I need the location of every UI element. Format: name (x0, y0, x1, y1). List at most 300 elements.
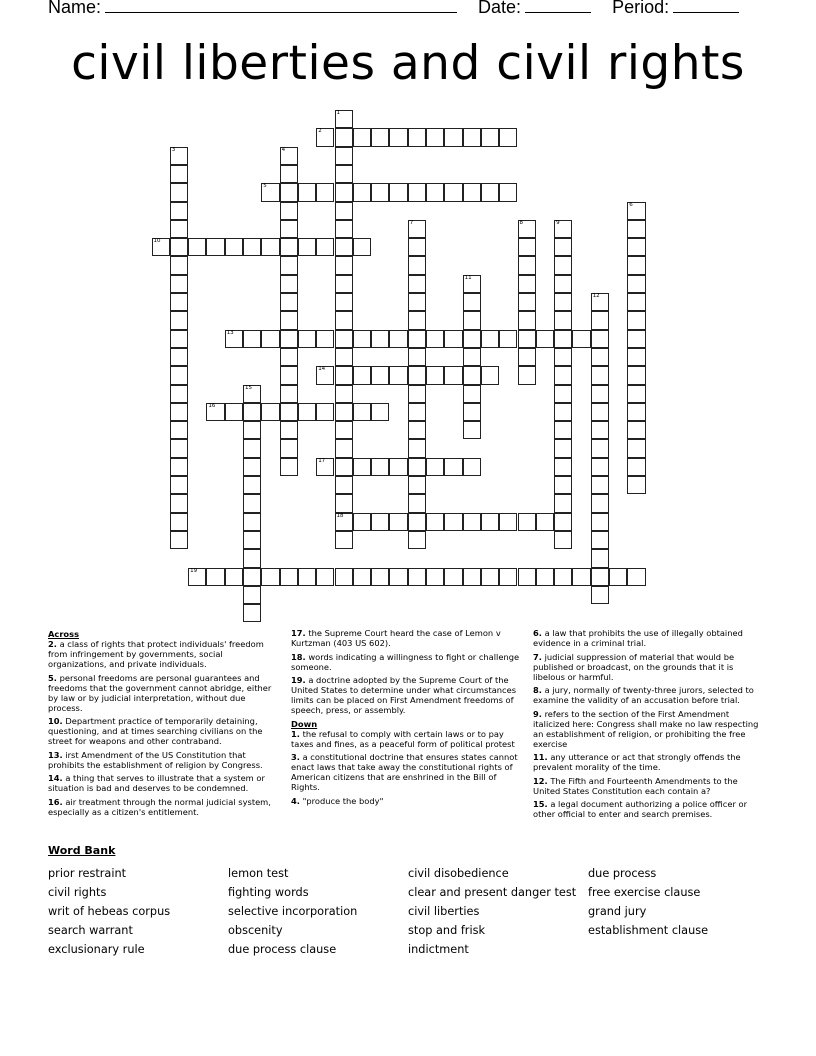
grid-cell[interactable] (463, 385, 481, 403)
grid-cell[interactable] (627, 256, 645, 274)
grid-cell[interactable] (280, 403, 298, 421)
grid-cell[interactable] (243, 476, 261, 494)
grid-cell[interactable] (518, 348, 536, 366)
grid-cell[interactable] (408, 403, 426, 421)
grid-cell[interactable] (335, 256, 353, 274)
grid-cell[interactable] (554, 256, 572, 274)
grid-cell[interactable] (463, 421, 481, 439)
grid-cell[interactable] (499, 568, 517, 586)
grid-cell[interactable] (335, 494, 353, 512)
grid-cell[interactable] (408, 494, 426, 512)
grid-cell[interactable] (554, 348, 572, 366)
grid-cell[interactable] (554, 311, 572, 329)
grid-cell[interactable] (554, 439, 572, 457)
grid-cell[interactable] (261, 183, 279, 201)
grid-cell[interactable] (243, 385, 261, 403)
grid-cell[interactable] (627, 330, 645, 348)
grid-cell[interactable] (280, 458, 298, 476)
grid-number: 19 (190, 567, 198, 574)
grid-cell[interactable] (627, 275, 645, 293)
grid-cell[interactable] (408, 476, 426, 494)
grid-cell[interactable] (280, 165, 298, 183)
grid-cell[interactable] (499, 128, 517, 146)
grid-cell[interactable] (554, 366, 572, 384)
grid-cell[interactable] (481, 366, 499, 384)
grid-cell[interactable] (536, 330, 554, 348)
grid-cell[interactable] (408, 311, 426, 329)
grid-cell[interactable] (280, 348, 298, 366)
grid-cell[interactable] (243, 531, 261, 549)
grid-cell[interactable] (591, 439, 609, 457)
grid-cell[interactable] (225, 238, 243, 256)
grid-cell[interactable] (170, 202, 188, 220)
grid-cell[interactable] (335, 385, 353, 403)
word-bank-word: lemon test (228, 867, 289, 880)
grid-cell[interactable] (353, 403, 371, 421)
grid-cell[interactable] (280, 385, 298, 403)
grid-number: 12 (592, 293, 600, 299)
grid-cell[interactable] (481, 128, 499, 146)
grid-cell[interactable] (408, 421, 426, 439)
grid-cell[interactable] (536, 568, 554, 586)
grid-cell[interactable] (481, 513, 499, 531)
grid-cell[interactable] (554, 238, 572, 256)
grid-cell[interactable] (170, 531, 188, 549)
grid-cell[interactable] (335, 348, 353, 366)
word-bank-word: stop and frisk (408, 924, 486, 937)
clue-item (533, 628, 765, 648)
grid-cell[interactable] (591, 458, 609, 476)
grid-cell[interactable] (170, 183, 188, 201)
grid-number: 5 (263, 183, 267, 190)
grid-cell[interactable] (554, 568, 572, 586)
grid-cell[interactable] (572, 568, 590, 586)
grid-cell[interactable] (152, 238, 170, 256)
grid-cell[interactable] (463, 568, 481, 586)
grid-cell[interactable] (444, 513, 462, 531)
grid-cell[interactable] (536, 513, 554, 531)
grid-cell[interactable] (518, 293, 536, 311)
grid-cell[interactable] (353, 513, 371, 531)
grid-cell[interactable] (591, 531, 609, 549)
grid-cell[interactable] (627, 293, 645, 311)
grid-cell[interactable] (426, 513, 444, 531)
grid-cell[interactable] (335, 202, 353, 220)
grid-cell[interactable] (426, 330, 444, 348)
grid-cell[interactable] (261, 330, 279, 348)
word-bank-word: prior restraint (48, 867, 127, 880)
grid-cell[interactable] (591, 586, 609, 604)
grid-cell[interactable] (389, 568, 407, 586)
grid-cell[interactable] (627, 202, 645, 220)
grid-cell[interactable] (335, 183, 353, 201)
clue-number: 17. (291, 628, 306, 638)
grid-cell[interactable] (627, 476, 645, 494)
grid-cell[interactable] (518, 366, 536, 384)
grid-cell[interactable] (170, 238, 188, 256)
word-bank-word: civil liberties (408, 905, 480, 918)
grid-cell[interactable] (316, 568, 334, 586)
grid-number: 3 (171, 146, 176, 153)
grid-cell[interactable] (170, 275, 188, 293)
clue-item (533, 752, 765, 772)
grid-cell[interactable] (463, 330, 481, 348)
grid-cell[interactable] (170, 439, 188, 457)
grid-cell[interactable] (280, 220, 298, 238)
grid-cell[interactable] (426, 366, 444, 384)
grid-cell[interactable] (298, 183, 316, 201)
clue-column-2 (291, 628, 523, 809)
grid-cell[interactable] (170, 147, 188, 165)
grid-cell[interactable] (243, 494, 261, 512)
grid-cell[interactable] (408, 275, 426, 293)
grid-cell[interactable] (225, 403, 243, 421)
grid-cell[interactable] (280, 147, 298, 165)
grid-cell[interactable] (554, 421, 572, 439)
grid-cell[interactable] (426, 128, 444, 146)
grid-cell[interactable] (170, 403, 188, 421)
word-bank-title: Word Bank (48, 844, 116, 857)
grid-cell[interactable] (463, 403, 481, 421)
grid-cell[interactable] (316, 330, 334, 348)
grid-cell[interactable] (444, 128, 462, 146)
grid-cell[interactable] (335, 110, 353, 128)
grid-cell[interactable] (335, 293, 353, 311)
grid-cell[interactable] (389, 458, 407, 476)
grid-cell[interactable] (627, 238, 645, 256)
grid-cell[interactable] (408, 458, 426, 476)
grid-cell[interactable] (371, 128, 389, 146)
clue-number: 15. (533, 799, 548, 809)
grid-cell[interactable] (316, 366, 334, 384)
grid-cell[interactable] (591, 568, 609, 586)
grid-cell[interactable] (335, 476, 353, 494)
grid-cell[interactable] (280, 330, 298, 348)
grid-cell[interactable] (554, 403, 572, 421)
grid-cell[interactable] (408, 439, 426, 457)
grid-cell[interactable] (389, 330, 407, 348)
grid-cell[interactable] (170, 458, 188, 476)
grid-cell[interactable] (408, 256, 426, 274)
grid-cell[interactable] (170, 293, 188, 311)
grid-cell[interactable] (463, 183, 481, 201)
grid-cell[interactable] (335, 421, 353, 439)
grid-cell[interactable] (280, 568, 298, 586)
grid-cell[interactable] (408, 531, 426, 549)
grid-cell[interactable] (335, 531, 353, 549)
clue-text: judicial suppression of material that would be published or broadcast, on the grounds that it is libelous or harmful. (533, 651, 735, 682)
word-bank-word: due process clause (228, 943, 337, 956)
word-bank-column (588, 864, 768, 940)
grid-cell[interactable] (170, 348, 188, 366)
grid-cell[interactable] (591, 385, 609, 403)
clue-text: a jury, normally of twenty-three jurors, selected to examine the validity of an accusation before trial. (533, 685, 754, 705)
grid-cell[interactable] (463, 458, 481, 476)
grid-cell[interactable] (206, 568, 224, 586)
grid-cell[interactable] (408, 385, 426, 403)
grid-cell[interactable] (170, 494, 188, 512)
grid-cell[interactable] (261, 238, 279, 256)
grid-cell[interactable] (170, 366, 188, 384)
grid-cell[interactable] (225, 330, 243, 348)
word-bank-word: search warrant (48, 924, 133, 937)
grid-cell[interactable] (170, 385, 188, 403)
grid-cell[interactable] (554, 385, 572, 403)
grid-cell[interactable] (188, 568, 206, 586)
grid-cell[interactable] (280, 421, 298, 439)
grid-cell[interactable] (591, 476, 609, 494)
grid-cell[interactable] (298, 330, 316, 348)
clue-number: 6. (533, 628, 542, 638)
grid-cell[interactable] (499, 513, 517, 531)
grid-cell[interactable] (463, 348, 481, 366)
grid-cell[interactable] (335, 165, 353, 183)
clue-number: 18. (291, 651, 306, 662)
grid-cell[interactable] (243, 604, 261, 622)
grid-cell[interactable] (243, 238, 261, 256)
grid-cell[interactable] (627, 439, 645, 457)
grid-cell[interactable] (554, 531, 572, 549)
grid-cell[interactable] (243, 439, 261, 457)
grid-cell[interactable] (591, 549, 609, 567)
grid-cell[interactable] (389, 128, 407, 146)
grid-cell[interactable] (554, 458, 572, 476)
word-bank-word: fighting words (228, 886, 309, 899)
grid-cell[interactable] (499, 183, 517, 201)
grid-cell[interactable] (591, 403, 609, 421)
grid-cell[interactable] (206, 403, 224, 421)
grid-cell[interactable] (627, 403, 645, 421)
clue-text: a law that prohibits the use of illegally obtained evidence in a criminal trial. (533, 628, 743, 648)
grid-cell[interactable] (335, 439, 353, 457)
grid-cell[interactable] (518, 513, 536, 531)
grid-cell[interactable] (335, 220, 353, 238)
word-bank-word: establishment clause (588, 924, 709, 937)
grid-cell[interactable] (591, 366, 609, 384)
grid-cell[interactable] (518, 238, 536, 256)
grid-cell[interactable] (170, 476, 188, 494)
grid-cell[interactable] (170, 311, 188, 329)
grid-cell[interactable] (627, 568, 645, 586)
grid-cell[interactable] (554, 220, 572, 238)
grid-cell[interactable] (426, 458, 444, 476)
grid-cell[interactable] (335, 513, 353, 531)
grid-cell[interactable] (408, 238, 426, 256)
grid-cell[interactable] (335, 147, 353, 165)
grid-cell[interactable] (518, 256, 536, 274)
grid-cell[interactable] (335, 458, 353, 476)
grid-cell[interactable] (335, 403, 353, 421)
grid-cell[interactable] (444, 458, 462, 476)
grid-cell[interactable] (463, 275, 481, 293)
grid-cell[interactable] (371, 568, 389, 586)
grid-cell[interactable] (280, 366, 298, 384)
grid-cell[interactable] (335, 568, 353, 586)
clue-text: The Fifth and Fourteenth Amendments to the United States Constitution each contain a? (533, 775, 738, 796)
grid-cell[interactable] (389, 513, 407, 531)
grid-number: 14 (318, 366, 326, 373)
clue-item (291, 628, 523, 648)
grid-cell[interactable] (353, 238, 371, 256)
grid-cell[interactable] (316, 128, 334, 146)
grid-cell[interactable] (408, 513, 426, 531)
grid-cell[interactable] (335, 128, 353, 146)
grid-cell[interactable] (371, 366, 389, 384)
grid-cell[interactable] (554, 293, 572, 311)
grid-cell[interactable] (261, 403, 279, 421)
grid-cell[interactable] (280, 439, 298, 457)
grid-cell[interactable] (353, 183, 371, 201)
grid-cell[interactable] (316, 403, 334, 421)
grid-cell[interactable] (481, 568, 499, 586)
grid-cell[interactable] (243, 568, 261, 586)
clue-text: a legal document authorizing a police officer or other official to enter and search premises. (533, 799, 748, 819)
grid-cell[interactable] (316, 238, 334, 256)
grid-cell[interactable] (444, 183, 462, 201)
grid-cell[interactable] (499, 330, 517, 348)
clue-item (291, 752, 523, 792)
grid-cell[interactable] (444, 366, 462, 384)
grid-cell[interactable] (243, 421, 261, 439)
clue-number: 16. (48, 796, 63, 807)
grid-cell[interactable] (243, 330, 261, 348)
grid-cell[interactable] (518, 330, 536, 348)
grid-cell[interactable] (335, 275, 353, 293)
grid-cell[interactable] (170, 330, 188, 348)
grid-cell[interactable] (554, 476, 572, 494)
across-heading: Across (48, 629, 80, 639)
grid-cell[interactable] (627, 385, 645, 403)
grid-cell[interactable] (335, 366, 353, 384)
grid-cell[interactable] (408, 330, 426, 348)
grid-cell[interactable] (243, 403, 261, 421)
grid-cell[interactable] (353, 330, 371, 348)
grid-cell[interactable] (444, 330, 462, 348)
grid-cell[interactable] (627, 366, 645, 384)
grid-cell[interactable] (335, 330, 353, 348)
grid-cell[interactable] (353, 128, 371, 146)
grid-cell[interactable] (463, 128, 481, 146)
grid-cell[interactable] (298, 568, 316, 586)
grid-cell[interactable] (591, 293, 609, 311)
grid-cell[interactable] (280, 202, 298, 220)
grid-cell[interactable] (280, 183, 298, 201)
grid-cell[interactable] (280, 275, 298, 293)
grid-cell[interactable] (243, 586, 261, 604)
grid-cell[interactable] (353, 366, 371, 384)
grid-cell[interactable] (591, 330, 609, 348)
grid-cell[interactable] (298, 403, 316, 421)
grid-cell[interactable] (280, 256, 298, 274)
grid-cell[interactable] (170, 220, 188, 238)
grid-cell[interactable] (627, 348, 645, 366)
grid-cell[interactable] (408, 366, 426, 384)
grid-cell[interactable] (206, 238, 224, 256)
grid-cell[interactable] (170, 421, 188, 439)
clue-item (291, 796, 523, 806)
grid-cell[interactable] (609, 568, 627, 586)
grid-cell[interactable] (389, 366, 407, 384)
grid-cell[interactable] (408, 220, 426, 238)
grid-cell[interactable] (280, 238, 298, 256)
grid-cell[interactable] (591, 421, 609, 439)
grid-cell[interactable] (627, 311, 645, 329)
grid-cell[interactable] (463, 366, 481, 384)
grid-cell[interactable] (463, 311, 481, 329)
grid-cell[interactable] (554, 275, 572, 293)
grid-cell[interactable] (335, 238, 353, 256)
grid-cell[interactable] (408, 293, 426, 311)
grid-cell[interactable] (627, 421, 645, 439)
grid-cell[interactable] (463, 513, 481, 531)
grid-cell[interactable] (444, 568, 462, 586)
word-bank-column (228, 864, 408, 959)
grid-cell[interactable] (170, 165, 188, 183)
grid-number: 17 (318, 457, 326, 464)
grid-cell[interactable] (426, 183, 444, 201)
grid-cell[interactable] (188, 238, 206, 256)
grid-cell[interactable] (261, 568, 279, 586)
grid-cell[interactable] (518, 275, 536, 293)
grid-cell[interactable] (554, 494, 572, 512)
grid-cell[interactable] (243, 513, 261, 531)
grid-cell[interactable] (408, 183, 426, 201)
grid-cell[interactable] (408, 128, 426, 146)
grid-cell[interactable] (316, 183, 334, 201)
grid-cell[interactable] (518, 311, 536, 329)
grid-cell[interactable] (298, 238, 316, 256)
grid-number: 11 (464, 274, 472, 281)
grid-cell[interactable] (316, 458, 334, 476)
grid-cell[interactable] (463, 293, 481, 311)
grid-cell[interactable] (591, 494, 609, 512)
grid-cell[interactable] (408, 348, 426, 366)
grid-cell[interactable] (353, 568, 371, 586)
grid-cell[interactable] (243, 549, 261, 567)
grid-cell[interactable] (371, 513, 389, 531)
grid-cell[interactable] (627, 220, 645, 238)
grid-cell[interactable] (371, 403, 389, 421)
grid-cell[interactable] (572, 330, 590, 348)
grid-cell[interactable] (481, 183, 499, 201)
grid-cell[interactable] (353, 458, 371, 476)
grid-cell[interactable] (371, 183, 389, 201)
grid-cell[interactable] (170, 513, 188, 531)
grid-cell[interactable] (371, 458, 389, 476)
grid-cell[interactable] (170, 256, 188, 274)
grid-cell[interactable] (225, 568, 243, 586)
grid-cell[interactable] (518, 568, 536, 586)
grid-cell[interactable] (554, 513, 572, 531)
clue-number: 14. (48, 773, 63, 783)
grid-cell[interactable] (371, 330, 389, 348)
grid-cell[interactable] (280, 293, 298, 311)
grid-number: 10 (153, 238, 161, 245)
grid-cell[interactable] (280, 311, 298, 329)
grid-cell[interactable] (481, 330, 499, 348)
grid-cell[interactable] (518, 220, 536, 238)
grid-cell[interactable] (243, 458, 261, 476)
grid-cell[interactable] (408, 568, 426, 586)
grid-cell[interactable] (627, 458, 645, 476)
grid-cell[interactable] (591, 513, 609, 531)
grid-cell[interactable] (335, 311, 353, 329)
grid-cell[interactable] (389, 183, 407, 201)
grid-cell[interactable] (554, 330, 572, 348)
grid-cell[interactable] (591, 311, 609, 329)
grid-cell[interactable] (426, 568, 444, 586)
grid-cell[interactable] (591, 348, 609, 366)
